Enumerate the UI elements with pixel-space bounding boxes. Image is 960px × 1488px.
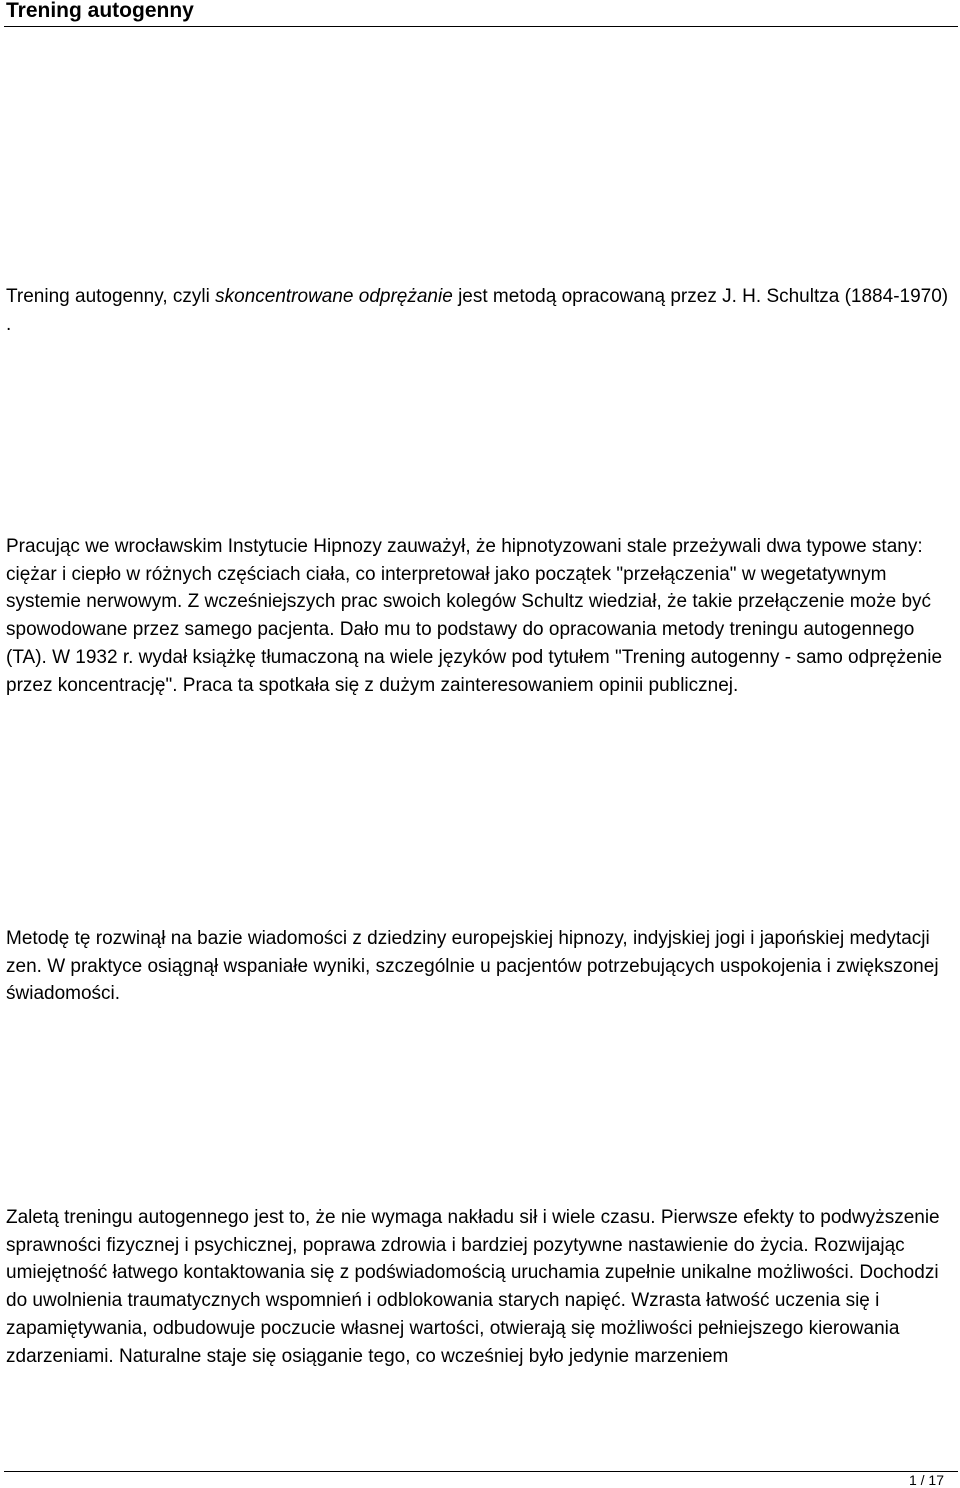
page-number: 1 / 17 [908,1472,944,1488]
paragraph-intro [6,283,950,338]
paragraph-benefits: Zaletą treningu autogennego jest to, że nie wymaga nakładu sił i wiele czasu. Pierwsze efekty to podwyższenie sprawności fizycznej i psychicznej, poprawa zdrowia i bardziej pozytywne nastawienie do życia. Rozwijając umiejętność łatwego kontaktowania się z podświadomością uruchamia zupełnie unikalne możliwości. Dochodzi do uwolnienia traumatycznych wspomnień i odblokowania starych napięć. Wzrasta łatwość uczenia się i zapamiętywania, odbudowuje poczucie własnej wartości, otwierają się możliwości pełniejszego kierowania zdarzeniami. Naturalne staje się osiąganie tego, co wcześniej było jedynie marzeniem [6,1207,940,1367]
document-title: Trening autogenny [6,0,194,22]
paragraph-history: Pracując we wrocławskim Instytucie Hipnozy zauważył, że hipnotyzowani stale przeżywali dwa typowe stany: ciężar i ciepło w różnych częściach ciała, co interpretował jako początek "przełączenia" w wegetatywnym systemie nerwowym. Z wcześniejszych prac swoich kolegów Schultz wiedział, że takie przełączenie może być spowodowane przez samego pacjenta. Dało mu to podstawy do opracowania metody treningu autogennego (TA). W 1932 r. wydał książkę tłumaczoną na wiele języków pod tytułem "Trening autogenny - samo odprężenie przez koncentrację". Praca ta spotkała się z dużym zainteresowaniem opinii publicznej. [6,536,943,696]
paragraph-intro-emphasis: skoncentrowane odprężanie [215,286,453,307]
footer-divider [4,1471,958,1472]
title-divider [4,26,958,27]
paragraph-intro-text-end: jest metodą opracowaną przez J. H. Schultza (1884-1970) . [6,286,949,335]
paragraph-origins: Metodę tę rozwinął na bazie wiadomości z dziedziny europejskiej hipnozy, indyjskiej jogi i japońskiej medytacji zen. W praktyce osiągnął wspaniałe wyniki, szczególnie u pacjentów potrzebujących uspokojenia i zwiększonej świadomości. [6,928,939,1005]
paragraph-intro-text-start: Trening autogenny, czyli [6,286,216,307]
